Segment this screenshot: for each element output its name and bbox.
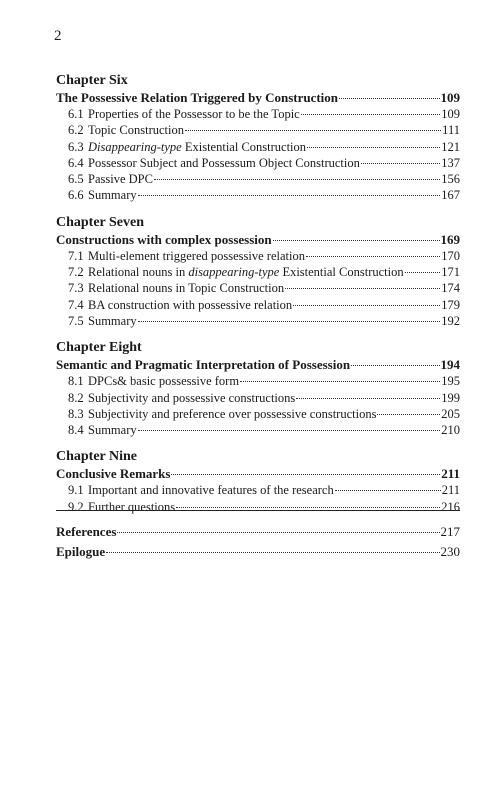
section-number: 7.5 bbox=[68, 313, 84, 328]
dot-leader bbox=[405, 272, 441, 273]
chapter-title-row[interactable] bbox=[56, 465, 460, 482]
dot-leader bbox=[176, 507, 440, 508]
table-of-contents bbox=[56, 72, 460, 525]
section-page-number: 121 bbox=[441, 139, 460, 154]
section-title-text-after: Existential Construction bbox=[279, 265, 404, 280]
divider-rule bbox=[56, 510, 460, 511]
section-number: 9.2 bbox=[68, 499, 84, 514]
dot-leader bbox=[301, 114, 441, 115]
section-page-number: 210 bbox=[441, 423, 460, 438]
back-matter-entry[interactable] bbox=[56, 542, 460, 562]
section-title-text: Multi-element triggered possessive relation bbox=[88, 248, 305, 263]
chapter-page-number: 194 bbox=[440, 357, 460, 373]
back-matter-title: Epilogue bbox=[56, 544, 106, 559]
toc-entry[interactable] bbox=[56, 155, 460, 171]
toc-entry[interactable] bbox=[56, 106, 460, 122]
section-number: 6.1 bbox=[68, 107, 84, 121]
section-title-text: Further questions bbox=[88, 499, 176, 514]
chapter-page-number: 169 bbox=[440, 231, 460, 247]
toc-entry[interactable] bbox=[56, 248, 460, 264]
dot-leader bbox=[117, 532, 439, 533]
section-number: 8.3 bbox=[68, 406, 84, 421]
section-number: 6.5 bbox=[68, 172, 84, 187]
dot-leader bbox=[293, 305, 440, 306]
section-title bbox=[88, 155, 360, 171]
section-title bbox=[88, 122, 184, 138]
section-title-text: Possessor Subject and Possessum Object Construction bbox=[88, 155, 360, 170]
toc-entry[interactable] bbox=[56, 297, 460, 313]
chapter-title: Conclusive Remarks bbox=[56, 466, 171, 482]
section-title bbox=[88, 264, 404, 280]
dot-leader bbox=[335, 490, 441, 491]
chapter-block bbox=[56, 339, 460, 438]
dot-leader bbox=[351, 365, 439, 366]
section-page-number: 156 bbox=[441, 172, 460, 187]
chapter-block bbox=[56, 214, 460, 329]
chapter-title: Constructions with complex possession bbox=[56, 231, 272, 247]
section-title bbox=[88, 482, 334, 498]
chapter-label: Chapter Eight bbox=[56, 340, 142, 356]
section-title bbox=[88, 406, 376, 422]
toc-entry[interactable] bbox=[56, 171, 460, 187]
section-number: 6.4 bbox=[68, 155, 84, 170]
section-title-text: Relational nouns in Topic Construction bbox=[88, 281, 285, 296]
section-page-number: 170 bbox=[441, 248, 460, 263]
section-page-number: 205 bbox=[441, 406, 460, 421]
section-title bbox=[88, 297, 292, 313]
section-number: 7.2 bbox=[68, 265, 84, 280]
back-matter-title: References bbox=[56, 524, 117, 539]
back-matter-page-number: 230 bbox=[440, 544, 460, 559]
dot-leader bbox=[138, 321, 441, 322]
dot-leader bbox=[138, 430, 441, 431]
section-page-number: 111 bbox=[442, 123, 460, 138]
section-title bbox=[88, 422, 137, 438]
section-page-number: 171 bbox=[441, 265, 460, 280]
page-number: 2 bbox=[54, 28, 62, 44]
section-page-number: 179 bbox=[441, 297, 460, 312]
dot-leader bbox=[377, 414, 440, 415]
section-title bbox=[88, 373, 239, 389]
section-page-number: 216 bbox=[441, 499, 460, 514]
chapter-block bbox=[56, 72, 460, 204]
chapter-page-number: 109 bbox=[440, 90, 460, 105]
dot-leader bbox=[106, 552, 439, 553]
section-title-text: Important and innovative features of the research bbox=[88, 483, 334, 498]
section-title-italic: Disappearing-type bbox=[88, 139, 182, 154]
section-number: 6.6 bbox=[68, 188, 84, 203]
dot-leader bbox=[306, 256, 440, 257]
section-title-text: BA construction with possessive relation bbox=[88, 297, 293, 312]
section-page-number: 137 bbox=[441, 155, 460, 170]
toc-entry[interactable] bbox=[56, 264, 460, 280]
dot-leader bbox=[339, 98, 439, 99]
back-matter-entry[interactable] bbox=[56, 522, 460, 542]
toc-entry[interactable] bbox=[56, 390, 460, 406]
section-title-text-after: Existential Construction bbox=[181, 139, 307, 154]
section-title bbox=[88, 499, 175, 515]
toc-entry[interactable] bbox=[56, 373, 460, 389]
section-page-number: 174 bbox=[441, 281, 460, 296]
toc-entry[interactable] bbox=[56, 482, 460, 498]
toc-entry[interactable] bbox=[56, 406, 460, 422]
chapter-title: The Possessive Relation Triggered by Construction bbox=[56, 90, 339, 105]
toc-entry[interactable] bbox=[56, 313, 460, 329]
chapter-label: Chapter Nine bbox=[56, 449, 138, 465]
dot-leader bbox=[307, 147, 440, 148]
chapter-label: Chapter Six bbox=[56, 73, 128, 88]
section-title-text: Subjectivity and preference over possessive constructions bbox=[88, 406, 377, 421]
section-page-number: 192 bbox=[441, 313, 460, 328]
dot-leader bbox=[171, 474, 440, 475]
back-matter-page-number: 217 bbox=[440, 524, 460, 539]
dot-leader bbox=[273, 240, 440, 241]
section-title-text: Summary bbox=[88, 423, 137, 438]
section-number: 9.1 bbox=[68, 483, 84, 498]
dot-leader bbox=[285, 288, 440, 289]
section-title-text: Topic Construction bbox=[88, 123, 184, 138]
dot-leader bbox=[154, 179, 440, 180]
section-number: 7.1 bbox=[68, 248, 84, 263]
section-title bbox=[88, 171, 153, 187]
toc-entry[interactable] bbox=[56, 122, 460, 138]
dot-leader bbox=[138, 195, 441, 196]
back-matter-list bbox=[56, 522, 460, 562]
chapter-label: Chapter Seven bbox=[56, 214, 145, 230]
section-number: 8.4 bbox=[68, 423, 84, 438]
chapter-page-number: 211 bbox=[441, 466, 460, 482]
section-page-number: 211 bbox=[441, 483, 460, 498]
toc-entry[interactable] bbox=[56, 499, 460, 515]
dot-leader bbox=[296, 398, 440, 399]
section-title bbox=[88, 139, 306, 155]
chapter-title-row[interactable] bbox=[56, 231, 460, 248]
section-page-number: 167 bbox=[441, 188, 460, 203]
toc-entry[interactable] bbox=[56, 422, 460, 438]
section-title-text: DPCs& basic possessive form bbox=[88, 374, 240, 389]
section-title-italic: disappearing-type bbox=[188, 265, 280, 280]
section-page-number: 109 bbox=[441, 107, 460, 121]
section-title bbox=[88, 187, 137, 203]
dot-leader bbox=[240, 381, 440, 382]
section-number: 8.2 bbox=[68, 390, 84, 405]
toc-entry[interactable] bbox=[56, 139, 460, 155]
section-number: 6.3 bbox=[68, 139, 84, 154]
section-title-text: Properties of the Possessor to be the Topic bbox=[88, 107, 300, 121]
section-title-text: Passive DPC bbox=[88, 172, 153, 187]
chapter-block bbox=[56, 448, 460, 515]
chapter-title: Semantic and Pragmatic Interpretation of Possession bbox=[56, 357, 351, 373]
section-title-text: Relational nouns in bbox=[88, 265, 189, 280]
section-title-text: Summary bbox=[88, 188, 137, 203]
section-number: 7.3 bbox=[68, 281, 84, 296]
section-title bbox=[88, 280, 284, 296]
section-number: 7.4 bbox=[68, 297, 84, 312]
section-page-number: 195 bbox=[441, 374, 460, 389]
section-page-number: 199 bbox=[441, 390, 460, 405]
toc-entry[interactable] bbox=[56, 187, 460, 203]
section-title-text: Subjectivity and possessive constructions bbox=[88, 390, 296, 405]
section-title bbox=[88, 390, 295, 406]
section-title bbox=[88, 248, 305, 264]
section-number: 6.2 bbox=[68, 123, 84, 138]
toc-entry[interactable] bbox=[56, 280, 460, 296]
chapter-title-row[interactable] bbox=[56, 89, 460, 106]
chapter-title-row[interactable] bbox=[56, 356, 460, 373]
section-title-text: Summary bbox=[88, 313, 137, 328]
dot-leader bbox=[185, 130, 441, 131]
dot-leader bbox=[361, 163, 440, 164]
section-title bbox=[88, 313, 137, 329]
section-number: 8.1 bbox=[68, 374, 84, 389]
section-title bbox=[88, 106, 300, 122]
